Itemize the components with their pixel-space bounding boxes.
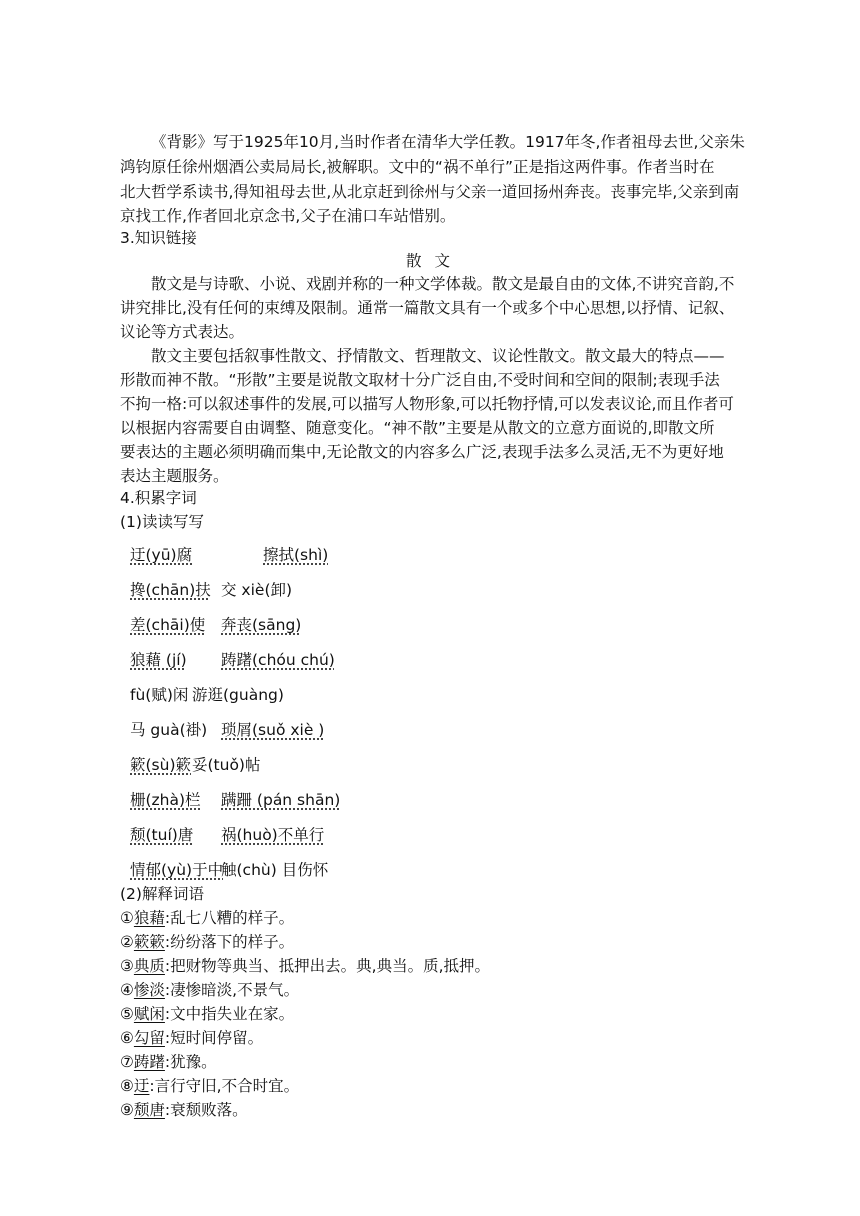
definition-number: ① [120, 909, 134, 927]
definition-text: :纷纷落下的样子。 [164, 933, 295, 951]
definition-number: ② [120, 933, 134, 951]
definition-number: ⑧ [120, 1077, 134, 1095]
definition-text: :凄惨暗淡,不景气。 [164, 981, 300, 999]
vocab-item: 踌躇(chóu chú) [221, 651, 335, 669]
definition-term: 勾留 [133, 1029, 165, 1047]
vocab-item: 情郁(yù)于中 [130, 861, 224, 879]
intro-line: 《背影》写于1925年10月,当时作者在清华大学任教。1917年冬,作者祖母去世,父亲朱 [151, 133, 745, 151]
intro-line: 北大哲学系读书,得知祖母去世,从北京赶到徐州与父亲一道回扬州奔丧。丧事完毕,父亲到南 [120, 183, 740, 201]
vocab-item: 迂(yū)腐 [130, 546, 193, 564]
definition-text: :把财物等典当、抵押出去。典,典当。质,抵押。 [164, 957, 490, 975]
definition-item [120, 1100, 740, 1121]
vocab-item: 搀(chān)扶 [130, 581, 211, 599]
vocab-item: 游逛(guàng) [192, 686, 284, 704]
paragraph-line: 议论等方式表达。 [120, 323, 245, 341]
intro-line: 京找工作,作者回北京念书,父子在浦口车站惜别。 [120, 207, 456, 225]
definition-item [120, 956, 740, 977]
vocab-item: 马 guà(褂) [130, 721, 208, 739]
definition-number: ④ [120, 981, 134, 999]
definition-term: 惨淡 [133, 981, 165, 999]
intro-line: 鸿钧原任徐州烟酒公卖局局长,被解职。文中的“祸不单行”正是指这两件事。作者当时在 [120, 158, 715, 176]
definition-item [120, 980, 740, 1001]
definition-number: ⑨ [120, 1101, 134, 1119]
vocab-item: 触(chù) 目伤怀 [221, 861, 329, 879]
vocab-item: 擦拭(shì) [263, 546, 329, 564]
definition-term: 狼藉 [133, 909, 165, 927]
paragraph-line: 不拘一格:可以叙述事件的发展,可以描写人物形象,可以托物抒情,可以发表议论,而且作者可 [120, 395, 734, 413]
paragraph-line: 讲究排比,没有任何的束缚及限制。通常一篇散文具有一个或多个中心思想,以抒情、记叙、 [120, 299, 735, 317]
vocab-item: 栅(zhà)栏 [130, 791, 201, 809]
definition-number: ③ [120, 957, 134, 975]
definition-item [120, 1004, 740, 1025]
vocab-item: 狼藉 (jí) [130, 651, 187, 669]
definition-item [120, 1052, 740, 1073]
definition-text: :言行守旧,不合时宜。 [149, 1077, 300, 1095]
definition-text: :文中指失业在家。 [164, 1005, 295, 1023]
definition-term: 赋闲 [133, 1005, 165, 1023]
vocab-item: 交 xiè(卸) [221, 581, 293, 599]
section-heading: 3.知识链接 [120, 229, 197, 247]
paragraph-line: 表达主题服务。 [120, 467, 229, 485]
definition-term: 踌躇 [133, 1053, 165, 1071]
subsection-heading: (2)解释词语 [120, 885, 204, 903]
vocab-item: 差(chāi)使 [130, 616, 206, 634]
definition-text: :衰颓败落。 [164, 1101, 248, 1119]
section-title: 散 文 [406, 252, 454, 270]
definition-number: ⑦ [120, 1053, 134, 1071]
definition-number: ⑥ [120, 1029, 134, 1047]
paragraph-line: 散文是与诗歌、小说、戏剧并称的一种文学体裁。散文是最自由的文体,不讲究音韵,不 [151, 275, 735, 293]
vocab-item: 祸(huò)不单行 [221, 826, 325, 844]
definition-number: ⑤ [120, 1005, 134, 1023]
vocab-item: fù(赋)闲 [130, 686, 189, 704]
paragraph-line: 要表达的主题必须明确而集中,无论散文的内容多么广泛,表现手法多么灵活,无不为更好地 [120, 443, 724, 461]
definition-item [120, 932, 740, 953]
vocab-item: 颓(tuí)唐 [130, 826, 194, 844]
definition-text: :乱七八糟的样子。 [164, 909, 295, 927]
definition-term: 颓唐 [133, 1101, 165, 1119]
vocab-item: 琐屑(suǒ xiè ) [221, 721, 325, 739]
definition-term: 迂 [133, 1077, 150, 1095]
vocab-item: 妥(tuǒ)帖 [192, 756, 261, 774]
definition-text: :短时间停留。 [164, 1029, 264, 1047]
definition-item [120, 908, 740, 929]
definition-term: 典质 [133, 957, 165, 975]
definition-item [120, 1076, 740, 1097]
vocab-item: 蹒跚 (pán shān) [221, 791, 341, 809]
definition-term: 簌簌 [133, 933, 165, 951]
vocab-item: 簌(sù)簌 [130, 756, 191, 774]
definition-item [120, 1028, 740, 1049]
definition-text: :犹豫。 [164, 1053, 217, 1071]
paragraph-line: 散文主要包括叙事性散文、抒情散文、哲理散文、议论性散文。散文最大的特点—— [151, 347, 725, 365]
paragraph-line: 形散而神不散。“形散”主要是说散文取材十分广泛自由,不受时间和空间的限制;表现手法 [120, 371, 720, 389]
vocab-item: 奔丧(sāng) [221, 616, 302, 634]
section-heading: 4.积累字词 [120, 489, 197, 507]
subsection-heading: (1)读读写写 [120, 513, 204, 531]
paragraph-line: 以根据内容需要自由调整、随意变化。“神不散”主要是从散文的立意方面说的,即散文所 [120, 419, 715, 437]
